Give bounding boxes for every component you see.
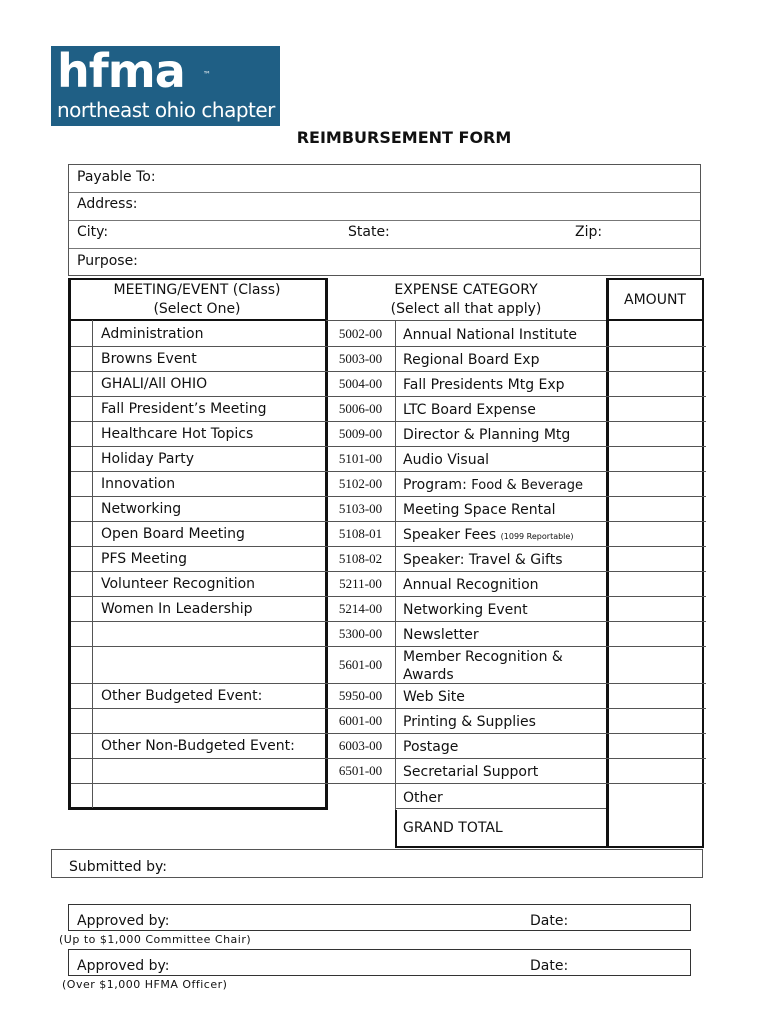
amount-input[interactable] [609,546,702,571]
purpose-field[interactable]: Purpose: [77,253,138,269]
category-column-header [326,281,606,319]
amount-input[interactable] [609,346,702,371]
date-label-1: Date: [530,913,569,929]
date-label-2: Date: [530,958,569,974]
account-code: 5006-00 [338,400,383,416]
account-code: 5601-00 [338,656,383,672]
expense-category-label: LTC Board Expense [403,402,536,418]
submitted-by-label: Submitted by: [69,859,167,875]
expense-category-label: Annual Recognition [403,577,539,593]
submitted-by-box[interactable] [51,849,703,878]
event-checkbox[interactable] [71,396,92,421]
expense-category [403,738,458,756]
logo-main-text: hfma [57,44,185,98]
event-name: Browns Event [101,351,197,367]
expense-category-label: Speaker: Travel & Gifts [403,552,563,568]
expense-category [403,326,577,344]
expense-category-label: Program: [403,477,467,493]
event-checkbox[interactable] [71,346,92,371]
amount-input[interactable] [609,421,702,446]
amount-input[interactable] [609,596,702,621]
payable-to-field[interactable]: Payable To: [77,169,156,185]
event-name: Innovation [101,476,176,492]
event-checkbox[interactable] [71,546,92,571]
event-checkbox[interactable] [71,571,92,596]
amount-input[interactable] [609,521,702,546]
account-code: 5003-00 [338,350,383,366]
member-recognition-line2: Awards [403,667,454,683]
event-name: Administration [101,326,204,342]
amount-input[interactable] [609,396,702,421]
expense-category-label: Other [403,790,443,806]
speaker-fees-note: (1099 Reportable) [500,532,574,541]
account-code: 5950-00 [338,687,383,703]
address-field[interactable]: Address: [77,196,138,212]
amount-input[interactable] [609,496,702,521]
account-code: 6001-00 [338,712,383,728]
expense-category-label: Annual National Institute [403,327,578,343]
logo-trademark: ™ [203,70,211,79]
event-checkbox[interactable] [71,646,92,683]
account-code: 5108-01 [338,525,383,541]
account-code: 6501-00 [338,762,383,778]
expense-category [403,551,563,569]
amount-input[interactable] [609,758,702,783]
zip-field[interactable]: Zip: [575,224,603,240]
event-checkbox[interactable] [71,783,92,810]
program-suffix: Food & Beverage [471,478,583,493]
event-checkbox[interactable] [71,708,92,733]
expense-category-label: Speaker Fees [403,527,497,543]
expense-category-label: Fall Presidents Mtg Exp [403,377,565,393]
city-field[interactable]: City: [77,224,109,240]
hfma-logo [51,46,280,126]
grand-total-amount[interactable] [609,810,702,846]
event-name: Other Budgeted Event: [101,688,263,704]
state-field[interactable]: State: [348,224,390,240]
category-header-line2: (Select all that apply) [390,301,542,317]
expense-category [403,688,465,706]
expense-category [403,476,583,495]
expense-category [403,789,443,807]
event-checkbox[interactable] [71,733,92,758]
expense-category [403,648,563,684]
expense-category-label: Web Site [403,689,465,705]
expense-category [403,376,565,394]
expense-category-label: Regional Board Exp [403,352,540,368]
amount-input[interactable] [609,708,702,733]
expense-category [403,626,479,644]
approved-by-label-2: Approved by: [77,958,170,974]
expense-category [403,401,536,419]
amount-column-header: AMOUNT [624,292,686,308]
expense-category [403,601,528,619]
account-code: 6003-00 [338,737,383,753]
event-checkbox[interactable] [71,321,92,346]
payee-box [68,164,701,276]
account-code: 5103-00 [338,500,383,516]
amount-input[interactable] [609,733,702,758]
approval-committee-box[interactable] [68,904,691,931]
expense-category-label: Secretarial Support [403,764,539,780]
approved-by-label-1: Approved by: [77,913,170,929]
amount-input[interactable] [609,683,702,708]
grand-total-label: GRAND TOTAL [403,820,503,836]
expense-category-label: Newsletter [403,627,479,643]
expense-category [403,526,573,546]
account-code: 5108-02 [338,550,383,566]
event-header-line1: MEETING/EVENT (Class) [113,282,281,298]
amount-input[interactable] [609,371,702,396]
account-code: 5002-00 [338,325,383,341]
expense-category-label: Postage [403,739,459,755]
event-name: Healthcare Hot Topics [101,426,254,442]
event-checkbox[interactable] [71,521,92,546]
event-name: Networking [101,501,182,517]
event-checkbox[interactable] [71,621,92,646]
expense-category [403,501,556,519]
event-name: GHALI/All OHIO [101,376,208,392]
event-checkbox[interactable] [71,683,92,708]
expense-category [403,426,570,444]
amount-input[interactable] [609,321,702,346]
expense-category-label: Director & Planning Mtg [403,427,571,443]
approval-committee-note: (Up to $1,000 Committee Chair) [59,933,252,946]
event-name: Fall President’s Meeting [101,401,267,417]
form-title: REIMBURSEMENT FORM [296,128,512,147]
approval-officer-note: (Over $1,000 HFMA Officer) [62,978,228,991]
expense-category-label: Meeting Space Rental [403,502,556,518]
event-checkbox[interactable] [71,421,92,446]
amount-input[interactable] [609,471,702,496]
expense-category-label: Member Recognition & [403,649,563,665]
event-name: Other Non-Budgeted Event: [101,738,295,754]
logo-chapter-text: northeast ohio chapter [57,98,275,122]
account-code: 5214-00 [338,600,383,616]
event-header-line2: (Select One) [153,301,241,317]
event-checkbox[interactable] [71,758,92,783]
event-name: PFS Meeting [101,551,188,567]
event-name: Women In Leadership [101,601,253,617]
account-code: 5102-00 [338,475,383,491]
event-name: Volunteer Recognition [101,576,256,592]
event-checkbox[interactable] [71,446,92,471]
expense-category-label: Networking Event [403,602,528,618]
expense-category [403,713,536,731]
account-code: 5211-00 [339,575,382,591]
amount-input[interactable] [609,646,702,683]
expense-category-label: Printing & Supplies [403,714,536,730]
account-code: 5009-00 [338,425,383,441]
account-code: 5300-00 [338,625,383,641]
amount-input[interactable] [609,571,702,596]
event-checkbox[interactable] [71,596,92,621]
expense-category [403,576,539,594]
event-column-header [68,281,326,319]
approval-officer-box[interactable] [68,949,691,976]
event-checkbox[interactable] [71,371,92,396]
amount-input[interactable] [609,621,702,646]
event-name: Open Board Meeting [101,526,245,542]
expense-table [68,278,704,848]
expense-category [403,351,539,369]
event-checkbox[interactable] [71,496,92,521]
amount-input[interactable] [609,446,702,471]
category-header-line1: EXPENSE CATEGORY [394,282,538,298]
expense-category-label: Audio Visual [403,452,490,468]
event-name: Holiday Party [101,451,194,467]
amount-input[interactable] [609,783,702,810]
account-code: 5004-00 [338,375,383,391]
account-code: 5101-00 [338,450,383,466]
expense-category [403,451,489,469]
expense-category [403,763,538,781]
event-checkbox[interactable] [71,471,92,496]
